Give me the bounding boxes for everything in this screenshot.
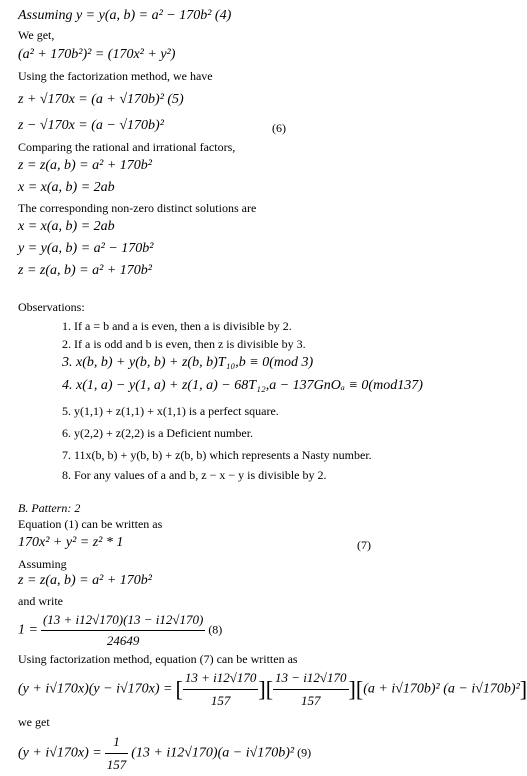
solution-z: z = z(a, b) = a² + 170b² — [18, 263, 152, 278]
equation-8-denominator: 24649 — [106, 633, 140, 648]
equation-9-numerator: 1 — [105, 731, 129, 754]
observation-7: 7. 11x(b, b) + y(b, b) + z(b, b) which represents a Nasty number. — [62, 448, 372, 462]
line-equation-1-written: Equation (1) can be written as — [18, 517, 163, 531]
equation-factorized: (y + i√170x)(y − i√170x) = [ $\frac{13 + i12√170}{157}$ ][ $\frac{13 - i12√170}{157}$ ][(a + i√170b)² (a − i√170b)²] — [18, 667, 527, 712]
line-and-write: and write — [18, 594, 63, 608]
equation-8 — [18, 610, 222, 651]
equation-9-lhs: (y + i√170x) = — [18, 745, 102, 761]
equation-z-pattern-2: z = z(a, b) = a² + 170b² — [18, 573, 152, 588]
line-we-get: We get, — [18, 28, 55, 42]
observation-8: 8. For any values of a and b, z − x − y is divisible by 2. — [62, 468, 327, 482]
factor-2-denominator: 157 — [301, 693, 321, 708]
equation-factorized-lhs: (y + i√170x)(y − i√170x) = — [18, 681, 173, 697]
observation-3: 3. x(b, b) + y(b, b) + z(b, b)T₁₀,b ≡ 0(mod 3) — [62, 355, 314, 370]
equation-squared: (a² + 170b²)² = (170x² + y²) — [18, 47, 176, 62]
solution-y: y = y(a, b) = a² − 170b² — [18, 241, 154, 256]
equation-factorized-rhs: (a + i√170b)² (a − i√170b)² — [363, 681, 520, 697]
equation-9-rhs: (13 + i12√170)(a − i√170b)² — [131, 745, 295, 761]
factor-2-fraction — [273, 667, 349, 712]
equation-z: z = z(a, b) = a² + 170b² — [18, 158, 152, 173]
equation-x: x = x(a, b) = 2ab — [18, 180, 115, 195]
equation-8-fraction — [41, 610, 205, 651]
observation-5: 5. y(1,1) + z(1,1) + x(1,1) is a perfect square. — [62, 404, 279, 418]
equation-5: z + √170x = (a + √170b)² (5) — [18, 92, 184, 107]
equation-9-denominator: 157 — [106, 757, 127, 772]
factor-1-fraction — [183, 667, 259, 712]
observation-6: 6. y(2,2) + z(2,2) is a Deficient number. — [62, 426, 254, 440]
factor-1-numerator: 13 + i12√170 — [183, 667, 259, 690]
observation-4: 4. x(1, a) − y(1, a) + z(1, a) − 68T₁₂,a − 137GnOₐ ≡ 0(mod137) — [62, 378, 423, 393]
equation-9-fraction — [105, 731, 129, 776]
factor-2-numerator: 13 − i12√170 — [273, 667, 349, 690]
equation-8-lhs: 1 = — [18, 622, 38, 638]
observations-heading: Observations: — [18, 300, 85, 314]
line-we-get-2: we get — [18, 715, 50, 729]
line-assumption-y: Assuming y = y(a, b) = a² − 170b² (4) — [18, 8, 232, 23]
equation-9-number: (9) — [297, 745, 312, 760]
line-assuming: Assuming — [18, 557, 67, 571]
line-factorization-7: Using factorization method, equation (7) can be written as — [18, 652, 298, 666]
line-factorization: Using the factorization method, we have — [18, 69, 213, 83]
equation-8-number: (8) — [208, 622, 223, 637]
line-solutions: The corresponding non-zero distinct solutions are — [18, 201, 257, 215]
equation-7: 170x² + y² = z² * 1 — [18, 535, 124, 550]
equation-8-numerator: (13 + i12√170)(13 − i12√170) — [41, 610, 205, 631]
pattern-2-heading: B. Pattern: 2 — [18, 501, 81, 515]
factor-1-denominator: 157 — [210, 693, 231, 708]
equation-6: z − √170x = (a − √170b)² — [18, 118, 164, 133]
solution-x: x = x(a, b) = 2ab — [18, 219, 115, 234]
observation-2: 2. If a is odd and b is even, then z is divisible by 3. — [62, 337, 306, 351]
observation-1: 1. If a = b and a is even, then a is divisible by 2. — [62, 319, 292, 333]
equation-7-number: (7) — [357, 538, 371, 552]
line-comparing: Comparing the rational and irrational factors, — [18, 140, 236, 154]
equation-9 — [18, 731, 311, 776]
equation-6-number: (6) — [272, 121, 286, 135]
